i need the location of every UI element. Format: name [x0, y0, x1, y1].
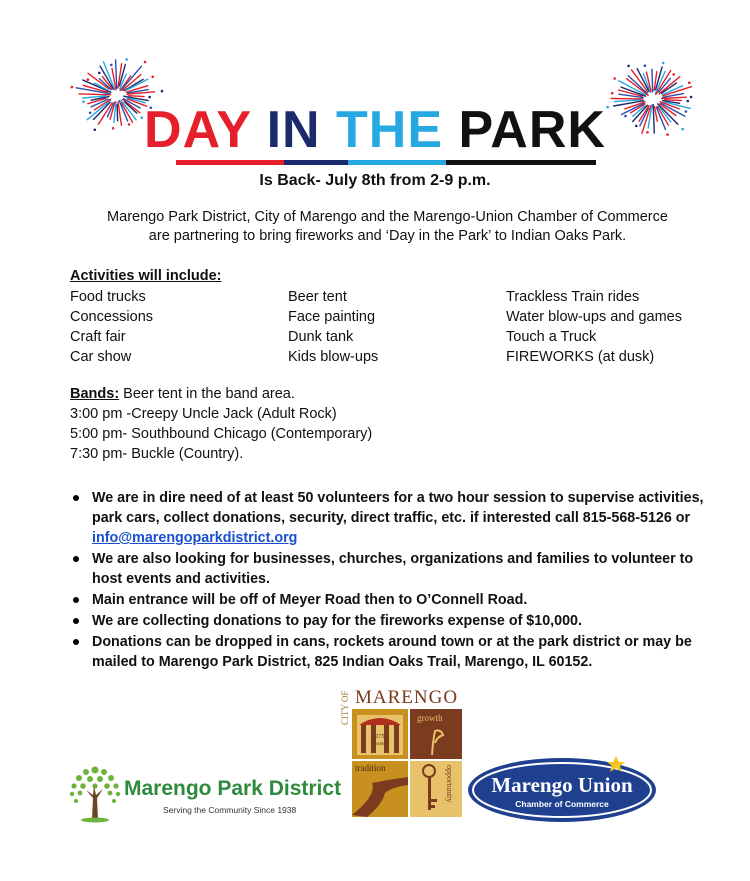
- bullet-item: [70, 590, 710, 610]
- bullet-item: [70, 632, 710, 672]
- email-link[interactable]: info@marengoparkdistrict.org: [92, 530, 298, 546]
- bullet-item: [70, 488, 710, 548]
- activity-item: Dunk tank: [288, 329, 354, 345]
- activities-column-2: [288, 287, 378, 367]
- city-of-marengo-logo: [337, 685, 465, 820]
- subtitle: Is Back- July 8th from 2-9 p.m.: [259, 172, 491, 189]
- bullet-item: [70, 549, 710, 589]
- activity-item: Food trucks: [70, 289, 146, 305]
- band-item: 7:30 pm- Buckle (Country).: [70, 446, 244, 462]
- bullet-text: Donations can be dropped in cans, rockets around town or at the park district or may be mailed to Marengo Park District, 825 Indian Oaks Trail, Marengo, IL 60152.: [92, 634, 692, 670]
- opportunity-label: opportunity: [445, 765, 454, 803]
- activity-item: Kids blow-ups: [288, 349, 379, 365]
- title-word-day: DAY: [144, 101, 252, 159]
- bullet-text: Main entrance will be off of Meyer Road then to O’Connell Road.: [92, 592, 528, 608]
- title-word-the: THE: [336, 101, 444, 159]
- title-word-park: PARK: [458, 101, 606, 159]
- city-name: MARENGO: [355, 687, 459, 708]
- activities-column-1: [70, 287, 153, 367]
- chamber-of-commerce-logo: [466, 752, 661, 824]
- bullet-text: We are also looking for businesses, churches, organizations and families to volunteer to host events and activities.: [92, 551, 694, 587]
- title-underline: [176, 160, 596, 165]
- activity-item: Water blow-ups and games: [506, 309, 682, 325]
- tradition-label: tradition: [355, 763, 386, 773]
- info-bullets: [70, 488, 710, 673]
- bullet-item: [70, 611, 710, 631]
- city-of-label: CITY OF: [340, 690, 350, 725]
- park-district-logo: [66, 760, 346, 830]
- title-word-in: IN: [266, 101, 321, 159]
- band-item: 5:00 pm- Southbound Chicago (Contemporary): [70, 426, 373, 442]
- bullet-text: We are collecting donations to pay for the fireworks expense of $10,000.: [92, 613, 582, 629]
- tree-icon: [66, 762, 124, 824]
- activity-item: Touch a Truck: [506, 329, 597, 345]
- activities-heading: Activities will include:: [70, 268, 222, 284]
- activity-item: FIREWORKS (at dusk): [506, 349, 655, 365]
- activity-item: Car show: [70, 349, 132, 365]
- activity-item: Beer tent: [288, 289, 347, 305]
- bullet-dot-icon: [73, 495, 79, 501]
- activity-item: Craft fair: [70, 329, 126, 345]
- bullet-dot-icon: [73, 597, 79, 603]
- bullet-text: We are in dire need of at least 50 volunteers for a two hour session to supervise activities, park cars, collect donations, security, direct traffic, etc. if interested call 815-568-5126 or: [92, 490, 704, 526]
- intro-paragraph: [100, 208, 675, 246]
- intro-line: are partnering to bring fireworks and ‘Day in the Park’ to Indian Oaks Park.: [148, 228, 627, 244]
- bullet-dot-icon: [73, 556, 79, 562]
- bullet-dot-icon: [73, 618, 79, 624]
- growth-label: growth: [417, 713, 443, 723]
- page-title: [0, 100, 750, 160]
- activity-item: Concessions: [70, 309, 154, 325]
- bands-heading: Bands:: [70, 386, 120, 402]
- bullet-dot-icon: [73, 639, 79, 645]
- bands-section: [70, 384, 372, 464]
- activities-column-3: [506, 287, 682, 367]
- intro-line: Marengo Park District, City of Marengo and the Marengo-Union Chamber of Commerce: [107, 209, 668, 225]
- activity-item: Face painting: [288, 309, 376, 325]
- park-district-name: Marengo Park District: [124, 777, 342, 800]
- bands-note: Beer tent in the band area.: [119, 386, 295, 402]
- chamber-name: Marengo Union: [491, 773, 633, 797]
- band-item: 3:00 pm -Creepy Uncle Jack (Adult Rock): [70, 406, 337, 422]
- park-district-tagline: Serving the Community Since 1938: [163, 805, 297, 815]
- years-number: 175: [375, 734, 385, 740]
- chamber-subtitle: Chamber of Commerce: [515, 799, 609, 809]
- activity-item: Trackless Train rides: [506, 289, 640, 305]
- years-label: years: [374, 742, 386, 747]
